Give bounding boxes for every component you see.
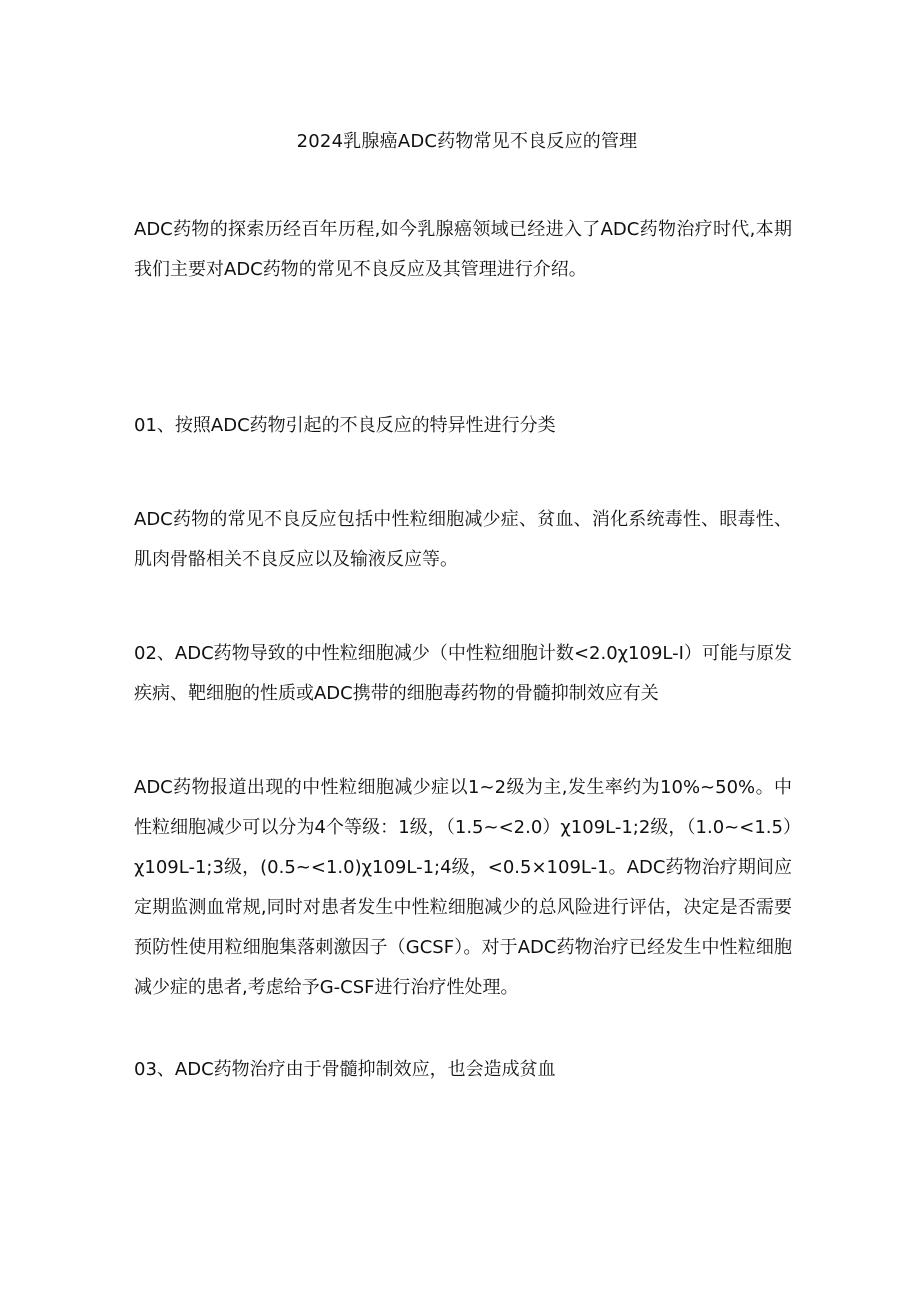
section-1-paragraph: ADC药物的常见不良反应包括中性粒细胞减少症、贫血、消化系统毒性、眼毒性、肌肉骨骼相关不良反应以及输液反应等。 — [134, 509, 792, 570]
section-1-heading: 01、按照ADC药物引起的不良反应的特异性进行分类 — [134, 415, 556, 436]
intro-paragraph: ADC药物的探索历经百年历程,如今乳腺癌领域已经进入了ADC药物治疗时代,本期我们主要对ADC药物的常见不良反应及其管理进行介绍。 — [134, 219, 792, 280]
section-2-heading: 02、ADC药物导致的中性粒细胞减少（中性粒细胞计数<2.0χ109L-I）可能与原发疾病、靶细胞的性质或ADC携带的细胞毒药物的骨髓抑制效应有关 — [134, 643, 792, 704]
section-2-paragraph: ADC药物报道出现的中性粒细胞减少症以1~2级为主,发生率约为10%~50%。中性粒细胞减少可以分为4个等级：1级，（1.5~<2.0）χ109L-1;2级，（1.0~<1.5）χ109L-1;3级，(0.5~<1.0)χ109L-1;4级，<0.5×109L-1。ADC药物治疗期间应定期监测血常规,同时对患者发生中性粒细胞减少的总风险进行评估，决定是否需要预防性使用粒细胞集落刺激因子（GCSF）。对于ADC药物治疗已经发生中性粒细胞减少症的患者,考虑给予G-CSF进行治疗性处理。 — [134, 777, 792, 998]
section-3-heading: 03、ADC药物治疗由于骨髓抑制效应，也会造成贫血 — [134, 1059, 556, 1080]
document-title: 2024乳腺癌ADC药物常见不良反应的管理 — [296, 131, 638, 152]
